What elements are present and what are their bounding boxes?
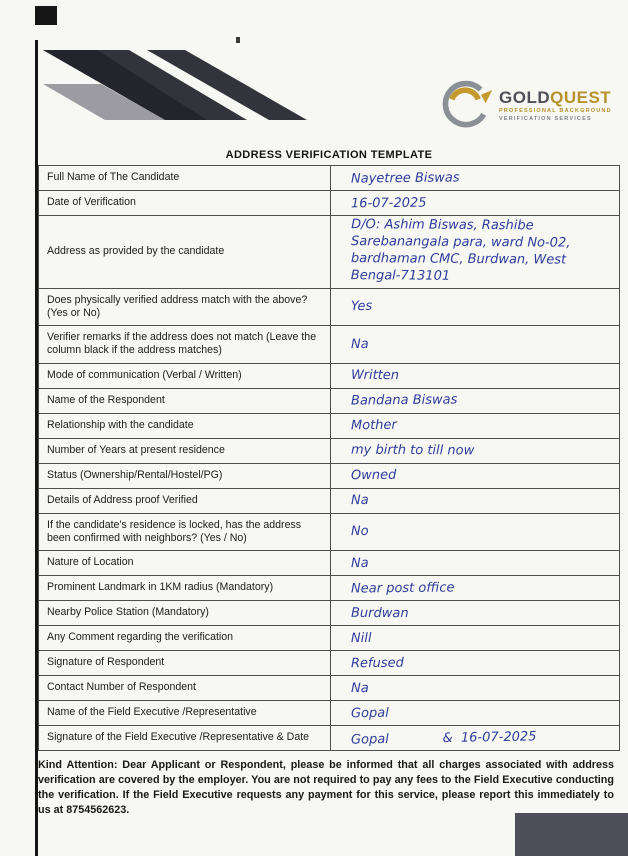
logo-wordmark xyxy=(499,89,612,107)
field-label: Signature of Respondent xyxy=(39,650,331,675)
handwritten-value: No xyxy=(350,524,369,540)
field-label: Contact Number of Respondent xyxy=(39,675,331,700)
goldquest-logo-mark xyxy=(438,78,494,134)
form-row xyxy=(39,166,620,191)
field-label: Details of Address proof Verified xyxy=(39,488,331,513)
field-label: Any Comment regarding the verification xyxy=(39,625,331,650)
handwritten-value: Gopal xyxy=(350,705,389,721)
field-label: Prominent Landmark in 1KM radius (Mandatory) xyxy=(39,575,331,600)
form-row xyxy=(39,216,620,289)
goldquest-logo xyxy=(438,78,612,134)
form-row xyxy=(39,488,620,513)
handwritten-value: Written xyxy=(350,367,400,384)
form-row xyxy=(39,513,620,550)
letterhead-decoration xyxy=(37,50,315,120)
handwritten-value: Na xyxy=(350,555,369,571)
footer-disclaimer-text: Dear Applicant or Respondent, please be informed that all charges associated with address verification are covered by the employer. You are not required to pay any fees to the Field Executive conducting the verification. If the Field Executive requests any payment for this service, please report this immediately to us at 8754562623. xyxy=(38,758,615,816)
field-label: Relationship with the candidate xyxy=(39,413,331,438)
field-value xyxy=(331,700,620,725)
form-row xyxy=(39,700,620,725)
handwritten-value: my birth to till now xyxy=(350,442,475,459)
handwritten-value: Na xyxy=(350,492,369,509)
logo-word-quest: QUEST xyxy=(550,87,612,107)
field-value xyxy=(331,413,620,438)
goldquest-logo-text xyxy=(499,89,612,123)
field-value xyxy=(331,463,620,488)
form-row xyxy=(39,191,620,216)
logo-word-gold: GOLD xyxy=(499,87,551,107)
form-row xyxy=(39,600,620,625)
handwritten-value: Near post office xyxy=(350,579,455,597)
field-value xyxy=(331,488,620,513)
scan-corner-mark xyxy=(35,6,57,25)
handwritten-value: Na xyxy=(350,680,369,696)
handwritten-value: D/O: Ashim Biswas, Rashibe Sarebanangala para, ward No-02, bardhaman CMC, Burdwan, West Bengal-713101 xyxy=(350,217,575,284)
field-value xyxy=(331,650,620,675)
field-label: Full Name of The Candidate xyxy=(39,166,331,191)
field-value xyxy=(331,575,620,600)
field-value xyxy=(331,550,620,575)
field-value xyxy=(331,166,620,191)
handwritten-value: Refused xyxy=(350,655,404,671)
field-value xyxy=(331,675,620,700)
handwritten-value: Bandana Biswas xyxy=(350,392,458,409)
field-value xyxy=(331,625,620,650)
handwritten-value: Burdwan xyxy=(350,605,409,621)
field-label: Address as provided by the candidate xyxy=(39,216,331,289)
field-value xyxy=(331,388,620,413)
handwritten-value: Owned xyxy=(350,467,397,484)
field-label: Number of Years at present residence xyxy=(39,438,331,463)
document-title: ADDRESS VERIFICATION TEMPLATE xyxy=(225,149,433,161)
field-value xyxy=(331,288,620,325)
form-row xyxy=(39,363,620,388)
field-label: Nature of Location xyxy=(39,550,331,575)
form-row xyxy=(39,575,620,600)
handwritten-value: 16-07-2025 xyxy=(350,195,427,211)
field-value xyxy=(331,513,620,550)
field-value xyxy=(331,326,620,363)
field-value xyxy=(331,216,620,289)
logo-subtitle-line1: PROFESSIONAL BACKGROUND xyxy=(499,107,612,114)
footer-disclaimer xyxy=(38,758,614,818)
form-row xyxy=(39,288,620,325)
field-label: Nearby Police Station (Mandatory) xyxy=(39,600,331,625)
scan-bottom-artifact xyxy=(515,813,628,856)
field-label: Does physically verified address match with the above? (Yes or No) xyxy=(39,288,331,325)
form-row xyxy=(39,550,620,575)
form-row xyxy=(39,725,620,750)
form-row xyxy=(39,413,620,438)
scan-speck xyxy=(236,37,240,43)
field-label: If the candidate's residence is locked, has the address been confirmed with neighbors? (Yes / No) xyxy=(39,513,331,550)
form-row xyxy=(39,388,620,413)
field-label: Mode of communication (Verbal / Written) xyxy=(39,363,331,388)
form-row xyxy=(39,675,620,700)
handwritten-value: Nayetree Biswas xyxy=(350,169,460,187)
form-row xyxy=(39,326,620,363)
handwritten-value: Yes xyxy=(350,299,373,315)
verification-form-table xyxy=(38,165,620,751)
handwritten-value: Gopal & 16-07-2025 xyxy=(350,728,537,748)
field-value xyxy=(331,191,620,216)
logo-subtitle-line2: VERIFICATION SERVICES xyxy=(499,115,592,122)
field-label: Name of the Respondent xyxy=(39,388,331,413)
form-row xyxy=(39,438,620,463)
field-label: Date of Verification xyxy=(39,191,331,216)
form-row xyxy=(39,625,620,650)
form-row xyxy=(39,650,620,675)
form-row xyxy=(39,463,620,488)
field-value xyxy=(331,725,620,750)
document-content xyxy=(38,149,620,818)
field-label: Verifier remarks if the address does not match (Leave the column black if the address matches) xyxy=(39,326,331,363)
handwritten-value: Mother xyxy=(350,417,397,434)
handwritten-value: Nill xyxy=(350,630,372,646)
footer-attention-label: Kind Attention: xyxy=(38,758,118,771)
field-label: Signature of the Field Executive /Representative & Date xyxy=(39,725,331,750)
handwritten-value: Na xyxy=(350,336,369,352)
field-label: Status (Ownership/Rental/Hostel/PG) xyxy=(39,463,331,488)
field-value xyxy=(331,438,620,463)
field-value xyxy=(331,363,620,388)
field-label: Name of the Field Executive /Representative xyxy=(39,700,331,725)
field-value xyxy=(331,600,620,625)
